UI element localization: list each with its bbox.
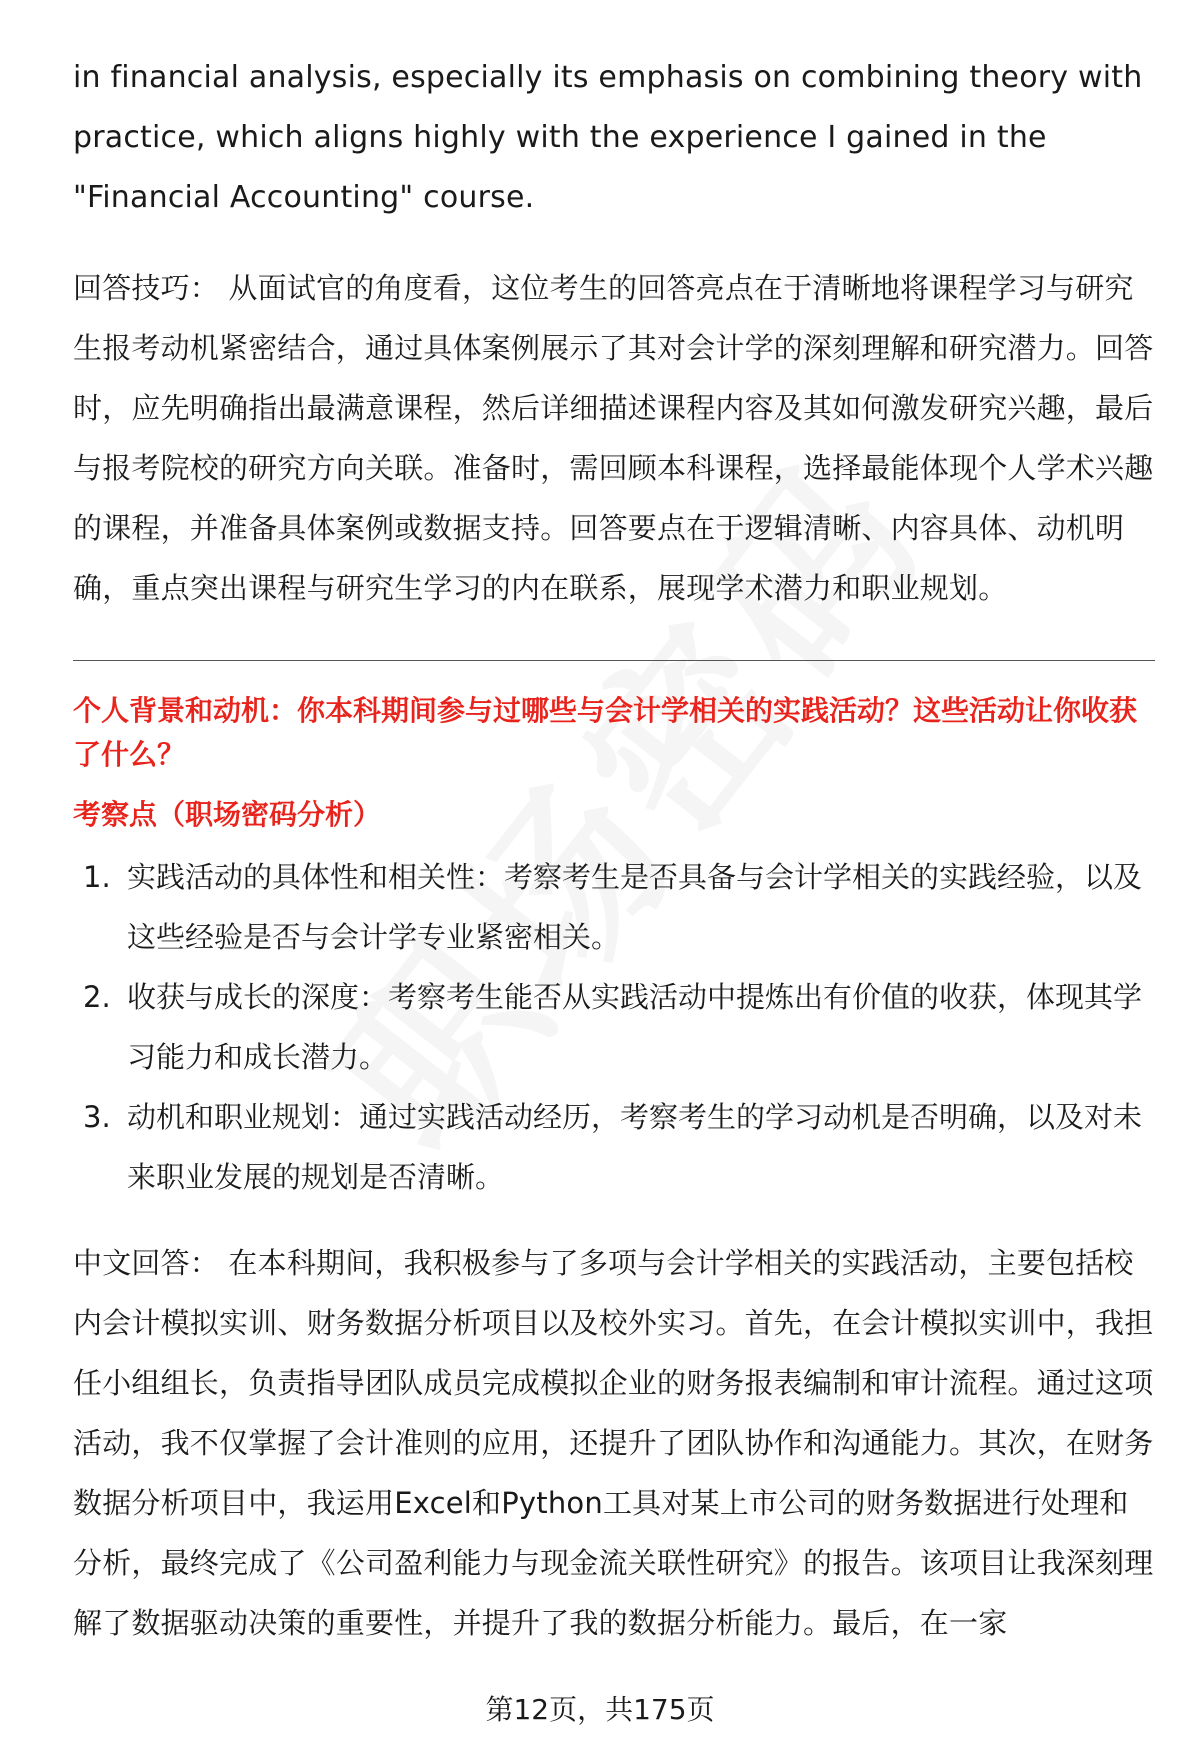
list-item (73, 967, 1155, 1087)
list-item-number: 3. (83, 1100, 111, 1134)
section-divider (73, 660, 1155, 661)
list-item-text: 动机和职业规划：通过实践活动经历，考察考生的学习动机是否明确，以及对未来职业发展的规划是否清晰。 (127, 1100, 1143, 1194)
focus-title: 考察点（职场密码分析） (73, 798, 382, 831)
answer-tips-paragraph: 回答技巧： 从面试官的角度看，这位考生的回答亮点在于清晰地将课程学习与研究生报考动机紧密结合，通过具体案例展示了其对会计学的深刻理解和研究潜力。回答时，应先明确指出最满意课程，然后详细描述课程内容及其如何激发研究兴趣，最后与报考院校的研究方向关联。准备时，需回顾本科课程，选择最能体现个人学术兴趣的课程，并准备具体案例或数据支持。回答要点在于逻辑清晰、内容具体、动机明确，重点突出课程与研究生学习的内在联系，展现学术潜力和职业规划。 (73, 271, 1154, 605)
question-title: 个人背景和动机：你本科期间参与过哪些与会计学相关的实践活动？这些活动让你收获了什么？ (73, 694, 1138, 771)
focus-points-list (73, 847, 1155, 1207)
chinese-answer-paragraph: 中文回答： 在本科期间，我积极参与了多项与会计学相关的实践活动，主要包括校内会计模拟实训、财务数据分析项目以及校外实习。首先，在会计模拟实训中，我担任小组组长，负责指导团队成员完成模拟企业的财务报表编制和审计流程。通过这项活动，我不仅掌握了会计准则的应用，还提升了团队协作和沟通能力。其次，在财务数据分析项目中，我运用Excel和Python工具对某上市公司的财务数据进行处理和分析，最终完成了《公司盈利能力与现金流关联性研究》的报告。该项目让我深刻理解了数据驱动决策的重要性，并提升了我的数据分析能力。最后，在一家 (73, 1246, 1154, 1640)
english-paragraph: in financial analysis, especially its emphasis on combining theory with practice, which aligns highly with the experience I gained in the "Financial Accounting" course. (73, 60, 1143, 215)
list-item-number: 2. (83, 980, 111, 1014)
list-item (73, 847, 1155, 967)
list-item-text: 收获与成长的深度：考察考生能否从实践活动中提炼出有价值的收获，体现其学习能力和成长潜力。 (127, 980, 1143, 1074)
document-page (73, 48, 1155, 1653)
list-item (73, 1087, 1155, 1207)
list-item-text: 实践活动的具体性和相关性：考察考生是否具备与会计学相关的实践经验，以及这些经验是否与会计学专业紧密相关。 (127, 860, 1143, 954)
list-item-number: 1. (83, 860, 111, 894)
page-number-footer: 第12页，共175页 (485, 1693, 715, 1726)
